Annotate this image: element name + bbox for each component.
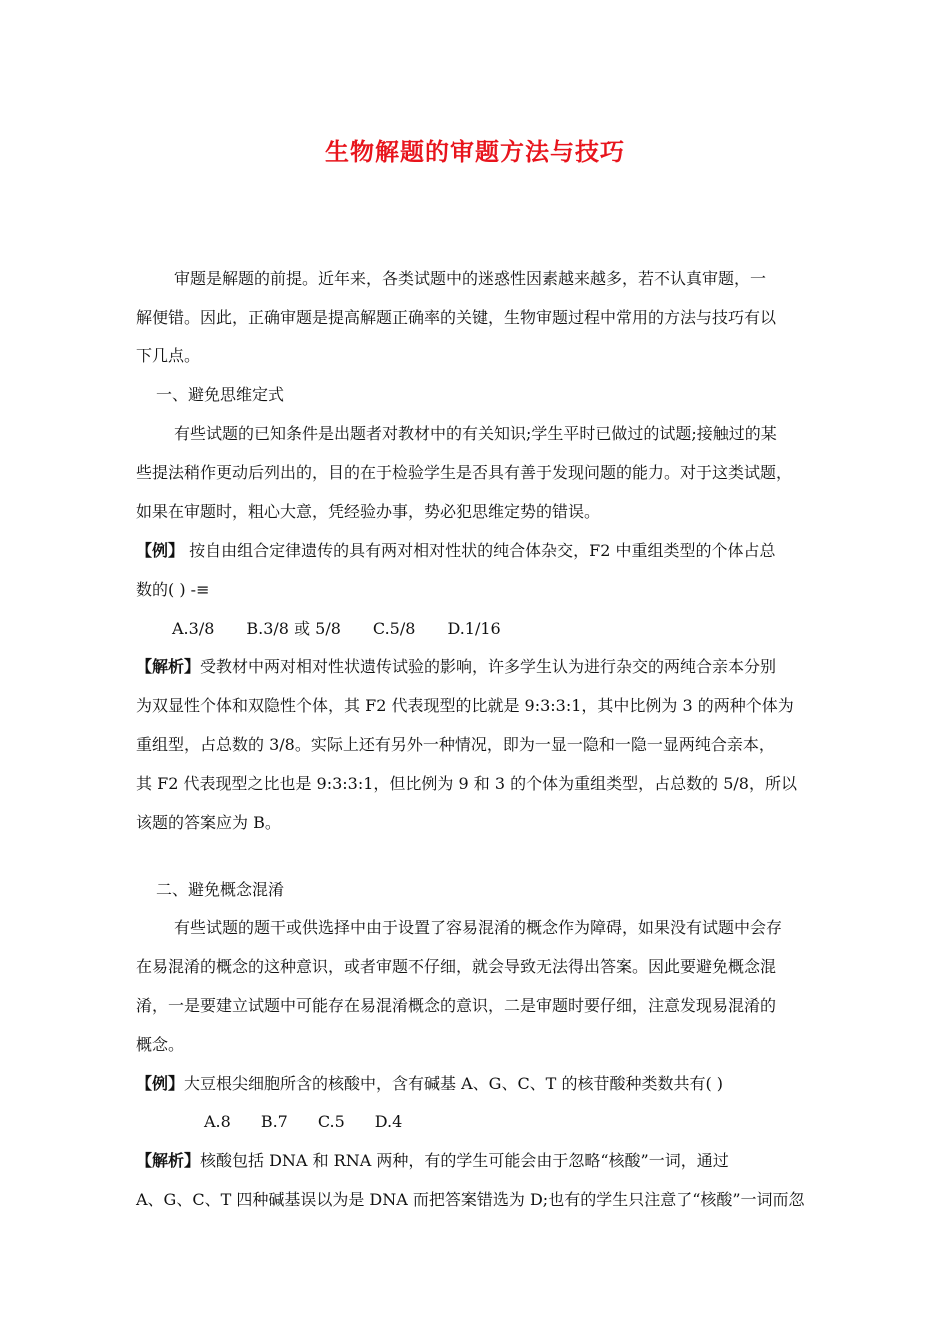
example-line [136,1074,723,1094]
paragraph-line: 有些试题的题干或供选择中由于设置了容易混淆的概念作为障碍，如果没有试题中会存 [174,918,783,937]
option-b: B.3/8 或 5/8 [246,619,341,638]
option-a: A.8 [204,1112,231,1131]
option-d: D.1/16 [447,619,501,638]
analysis-line: 为双显性个体和双隐性个体，其 F2 代表现型的比就是 9:3:3:1，其中比例为 3 的两种个体为 [136,696,794,715]
analysis-tag: 【解析】 [136,1151,201,1170]
example-line [136,541,775,561]
analysis-tag: 【解析】 [136,657,201,676]
document-title: 生物解题的审题方法与技巧 [325,138,625,166]
option-c: C.5/8 [372,619,416,638]
analysis-text: 受教材中两对相对性状遗传试验的影响，许多学生认为进行杂交的两纯合亲本分别 [200,657,777,676]
analysis-line [136,657,776,677]
paragraph-line: 些提法稍作更动后列出的，目的在于检验学生是否具有善于发现问题的能力。对于这类试题， [136,463,793,482]
option-b: B.7 [260,1112,288,1131]
intro-line: 审题是解题的前提。近年来，各类试题中的迷惑性因素越来越多，若不认真审题，一 [174,269,767,288]
example-text: 大豆根尖细胞所含的核酸中，含有碱基 A、G、C、T 的核苷酸种类数共有( ) [184,1074,724,1093]
intro-line: 解便错。因此，正确审题是提高解题正确率的关键，生物审题过程中常用的方法与技巧有以 [136,308,777,327]
example-text: 按自由组合定律遗传的具有两对相对性状的纯合体杂交，F2 中重组类型的个体占总 [184,541,776,560]
example-tag: 【例】 [136,1074,185,1093]
analysis-line: 重组型，占总数的 3/8。实际上还有另外一种情况，即为一显一隐和一隐一显两纯合亲本， [136,735,775,754]
analysis-line: 其 F2 代表现型之比也是 9:3:3:1，但比例为 9 和 3 的个体为重组类型，占总数的 5/8，所以 [136,774,797,793]
intro-line: 下几点。 [136,346,201,365]
paragraph-line: 概念。 [136,1035,185,1054]
section-heading: 二、避免概念混淆 [156,880,285,899]
answer-options [204,1112,432,1132]
paragraph-line: 淆，一是要建立试题中可能存在易混淆概念的意识，二是审题时要仔细，注意发现易混淆的 [136,996,777,1015]
example-tag: 【例】 [136,541,185,560]
analysis-line: A、G、C、T 四种碱基误以为是 DNA 而把答案错选为 D;也有的学生只注意了“核酸”一词而忽 [136,1190,805,1209]
option-d: D.4 [374,1112,403,1131]
analysis-line [136,1151,729,1171]
section-heading: 一、避免思维定式 [156,385,285,404]
paragraph-line: 在易混淆的概念的这种意识，或者审题不仔细，就会导致无法得出答案。因此要避免概念混 [136,957,777,976]
analysis-line: 该题的答案应为 B。 [136,813,281,832]
example-line: 数的( ) -≡ [136,580,210,599]
analysis-text: 核酸包括 DNA 和 RNA 两种，有的学生可能会由于忽略“核酸”一词，通过 [200,1151,729,1170]
option-a: A.3/8 [172,619,215,638]
paragraph-line: 有些试题的已知条件是出题者对教材中的有关知识;学生平时已做过的试题;接触过的某 [174,424,777,443]
answer-options [172,619,533,639]
option-c: C.5 [317,1112,345,1131]
paragraph-line: 如果在审题时，粗心大意，凭经验办事，势必犯思维定势的错误。 [136,502,601,521]
